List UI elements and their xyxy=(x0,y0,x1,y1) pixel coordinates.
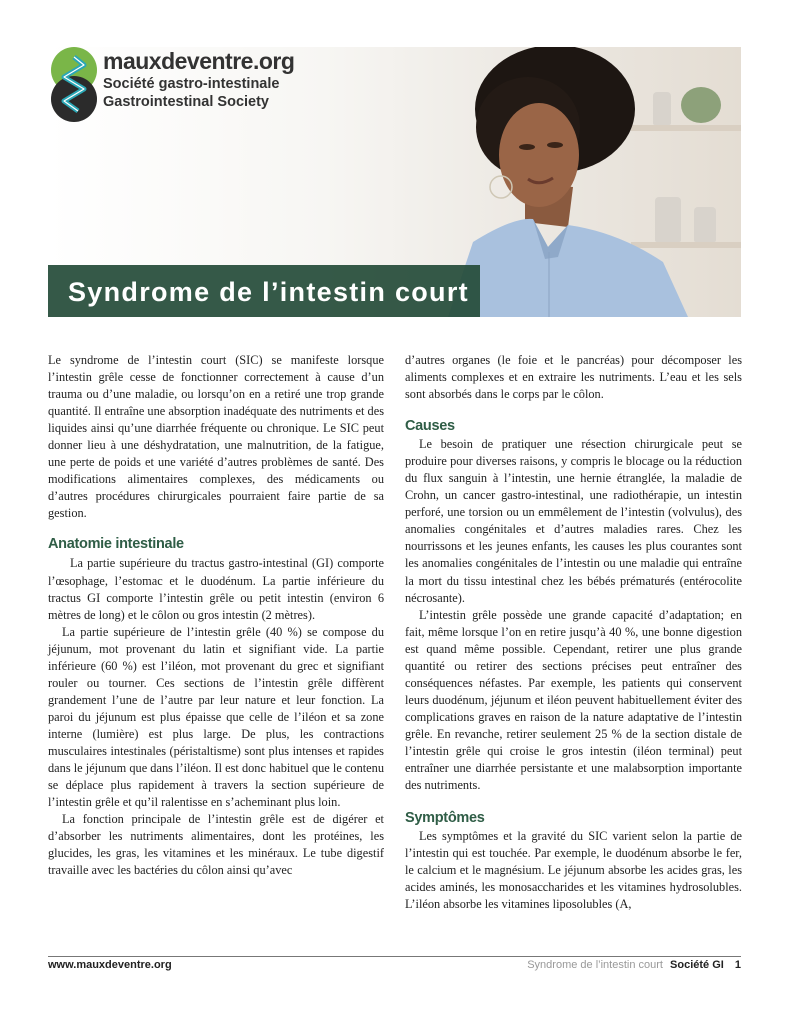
footer-document-title: Syndrome de l’intestin court xyxy=(527,959,663,971)
causes-paragraph-2: L’intestin grêle possède une grande capacité d’adaptation; en fait, même lorsque l’on en retire jusqu’à 40 %, une bonne digestion est quand même possible. Cependant, retirer une plus grande quantité ou retirer des sections précises peut entraîner des conséquences néfastes. Par exemple, les patients qui conservent leurs duodénum, jéjunum et iléon peuvent habituellement éviter des complications graves en raison de la nature adaptative de l’intestin grêle. En revanche, retirer seulement 25 % de la section distale de l’intestin grêle qui croise le gros intestin (iléon terminal) peut entraîner une diarrhée persistante et une malabsorption importante des nutriments. xyxy=(405,607,742,793)
title-banner xyxy=(48,265,480,317)
intro-paragraph: Le syndrome de l’intestin court (SIC) se manifeste lorsque l’intestin grêle cesse de fonctionner correctement à cause d’un trauma ou d’une maladie, ou lorsqu’on en a retiré une trop grande quantité. Il entraîne une absorption inadéquate des nutriments et des liquides ainsi qu’une diarrhée fréquente ou chronique. Le SIC peut donner lieu à une déshydratation, une malnutrition, de la fatigue, une perte de poids et une variété d’autres problèmes de santé. Des modifications alimentaires complexes, des médicaments ou d’autres procédures chirurgicales pourraient faire partie de sa gestion. xyxy=(48,353,384,521)
anatomy-paragraph-3-continued: d’autres organes (le foie et le pancréas) pour décomposer les aliments complexes et en extraire les nutriments. L’eau et les sels sont absorbés dans le corps par le côlon. xyxy=(405,353,742,402)
footer-meta xyxy=(527,959,741,971)
anatomy-paragraph-2: La partie supérieure de l’intestin grêle (40 %) se compose du jéjunum, mot provenant du latin et signifiant vide. La partie inférieure (60 %) est l’iléon, mot provenant du grec et signifiant rouler ou tourner. Ces sections de l’intestin grêle diffèrent grandement l’une de l’autre par leur nature et leur fonction. La paroi du jéjunum est plus épaisse que celle de l’iléon et sa zone interne (lumière) est plus large. De plus, les contractions musculaires intestinales (péristaltisme) sont plus intenses et rapides dans le jéjunum que dans l’iléon. Il est donc habituel que le contenu se déplace plus rapidement à travers la section supérieure de l’intestin grêle et qu’il ralentisse en s’acheminant plus loin. xyxy=(48,624,384,810)
right-column xyxy=(405,352,742,913)
logo-site-name: mauxdeventre.org xyxy=(103,48,295,74)
causes-heading: Causes xyxy=(405,418,455,435)
gi-society-logo[interactable] xyxy=(48,47,348,122)
causes-paragraph-1: Le besoin de pratiquer une résection chirurgicale peut se produire pour diverses raisons, y compris le blocage ou la réduction du flux sanguin à l’intestin, une hernie étranglée, la maladie de Crohn, un cancer gastro-intestinal, une radiothérapie, un intestin perforé, une torsion ou un emmêlement de l’intestin (volvulus), des anomalies congénitales et d’autres maladies rares. Chez les nourrissons et les jeunes enfants, les causes les plus courantes sont les anomalies congénitales de l’intestin ou une maladie qui entraîne la mort du tissu intestinal chez les bébés prématurés (entérocolite nécrosante). xyxy=(405,437,742,605)
logo-mark-icon xyxy=(48,47,104,122)
footer-divider xyxy=(48,956,741,957)
footer-website-link[interactable]: www.mauxdeventre.org xyxy=(48,959,172,971)
symptoms-paragraph-1: Les symptômes et la gravité du SIC varient selon la partie de l’intestin qui est touchée. Par exemple, le duodénum absorbe le fer, le calcium et le magnésium. Le jéjunum absorbe les acides gras, les acides aminés, les monosaccharides et les vitamines hydrosolubles. L’iléon absorbe les vitamines liposolubles (A, xyxy=(405,829,742,912)
anatomy-paragraph-3: La fonction principale de l’intestin grêle est de digérer et d’absorber les nutriments alimentaires, dont les protéines, les glucides, les gras, les vitamines et les minéraux. Le tube digestif travaille avec les bactéries du côlon ainsi qu’avec xyxy=(48,812,384,878)
logo-french-name: Société gastro-intestinale xyxy=(103,76,280,92)
anatomy-heading: Anatomie intestinale xyxy=(48,536,184,553)
left-column xyxy=(48,352,384,879)
symptoms-heading: Symptômes xyxy=(405,810,485,827)
page-footer xyxy=(48,959,741,975)
page-number: 1 xyxy=(734,959,741,971)
footer-organization: Société GI xyxy=(670,959,724,971)
anatomy-paragraph-1: La partie supérieure du tractus gastro-intestinal (GI) comporte l’œsophage, l’estomac et le duodénum. La partie inférieure du tractus GI comporte l’intestin grêle ou petit intestin (environ 6 mètres de long) et le côlon ou gros intestin (2 mètres). xyxy=(48,556,384,622)
page-title: Syndrome de l’intestin court xyxy=(68,277,469,307)
logo-text xyxy=(103,47,294,111)
logo-english-name: Gastrointestinal Society xyxy=(103,94,269,110)
